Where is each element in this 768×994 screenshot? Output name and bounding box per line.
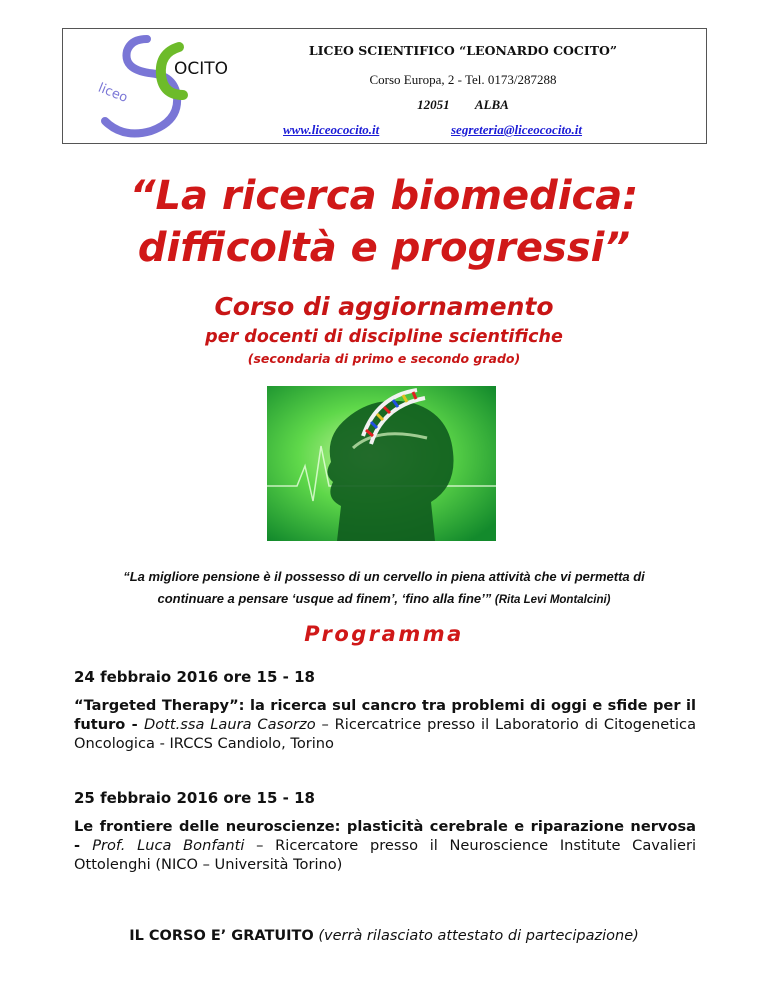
free-course-label: IL CORSO E’ GRATUITO [129, 928, 314, 944]
event-date: 24 febbraio 2016 ore 15 - 18 [74, 668, 315, 686]
event-speaker: Dott.ssa Laura Casorzo [144, 716, 316, 733]
quote [40, 566, 728, 611]
event-description [74, 696, 696, 753]
program-event [74, 668, 696, 753]
main-title [0, 170, 768, 274]
school-city [283, 97, 643, 113]
brain-dna-illustration [267, 386, 496, 541]
course-level: (secondaria di primo e secondo grado) [247, 351, 521, 366]
event-description [74, 817, 696, 874]
program-heading: Programma [304, 622, 464, 646]
svg-text:OCITO: OCITO [174, 59, 229, 79]
email-link[interactable]: segreteria@liceococito.it [451, 122, 583, 137]
city-name: ALBA [474, 97, 509, 112]
letterhead [62, 28, 707, 144]
event-speaker: Prof. Luca Bonfanti [92, 837, 245, 854]
school-name: LICEO SCIENTIFICO “LEONARDO COCITO” [308, 43, 618, 58]
event-topic: “Targeted Therapy”: la ricerca sul cancro tra problemi di oggi e sfide per il futuro - [74, 697, 696, 733]
event-affiliation: – Ricercatrice presso il Laboratorio di Citogenetica Oncologica - IRCCS Candiolo, Torino [74, 716, 697, 752]
main-title-line-1: “La ricerca biomedica: [129, 173, 639, 219]
event-date: 25 febbraio 2016 ore 15 - 18 [74, 789, 315, 807]
footer-note [0, 928, 768, 944]
event-topic: Le frontiere delle neuroscienze: plasticità cerebrale e riparazione nervosa - [74, 818, 696, 854]
main-title-line-2: difficoltà e progressi” [137, 225, 631, 271]
quote-line-1: “La migliore pensione è il possesso di un cervello in piena attività che vi permetta di [123, 569, 645, 584]
program-event [74, 789, 696, 874]
school-logo [83, 35, 229, 137]
course-audience: per docenti di discipline scientifiche [205, 327, 563, 347]
svg-text:liceo: liceo [95, 80, 130, 106]
postal-code: 12051 [417, 97, 450, 112]
school-address: Corso Europa, 2 - Tel. 0173/287288 [369, 72, 557, 87]
certificate-note: (verrà rilasciato attestato di partecipazione) [313, 928, 639, 944]
quote-author: (Rita Levi Montalcini) [494, 594, 611, 606]
course-heading: Corso di aggiornamento [214, 292, 554, 321]
event-affiliation: – Ricercatore presso il Neuroscience Institute Cavalieri Ottolenghi (NICO – Università Torino) [74, 837, 696, 873]
quote-line-2: continuare a pensare ‘usque ad finem’, ‘fino alla fine’” [157, 591, 492, 606]
website-link[interactable]: www.liceococito.it [283, 122, 380, 137]
